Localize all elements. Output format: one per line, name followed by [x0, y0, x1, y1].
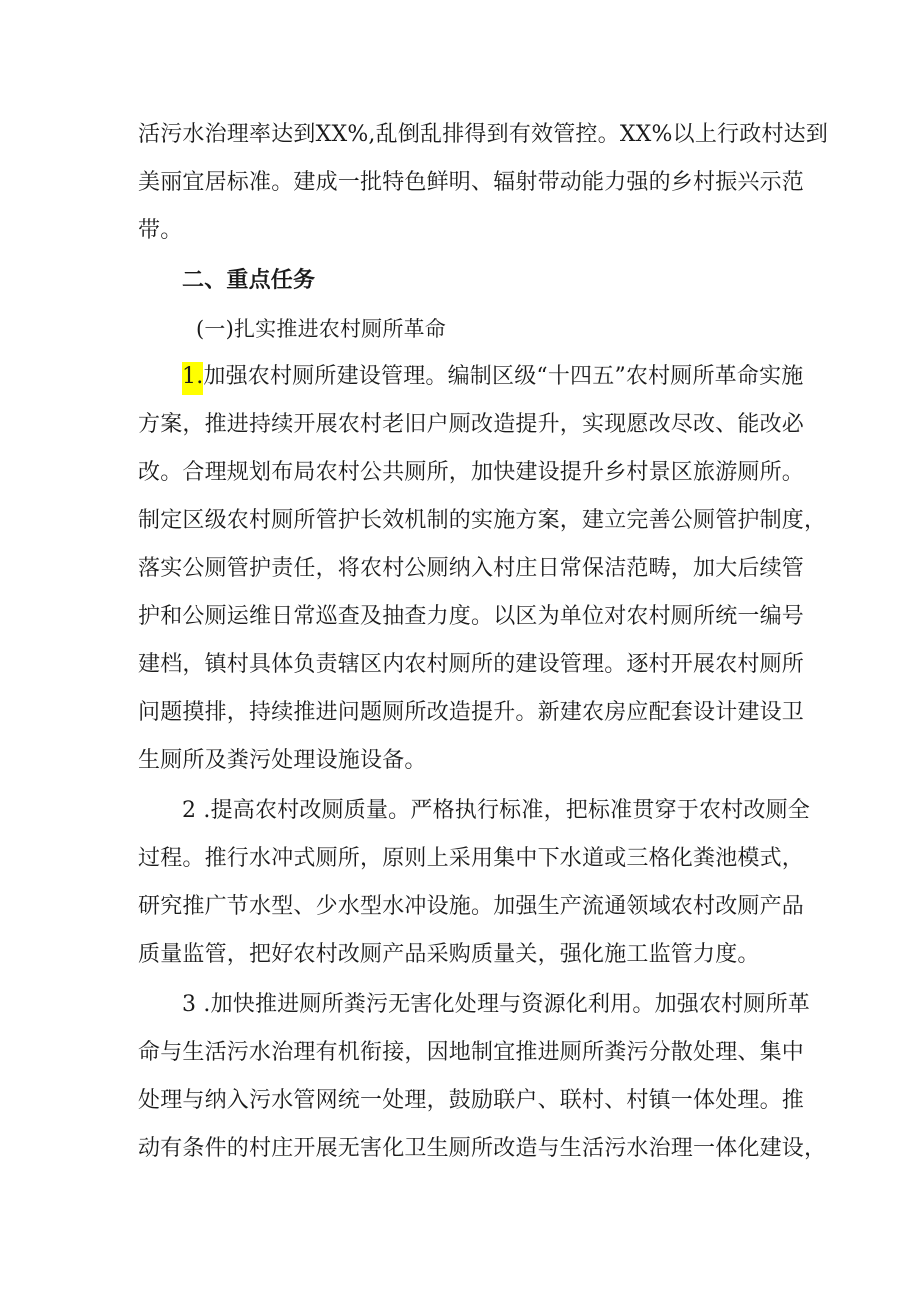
paragraph-line: 制定区级农村厕所管护长效机制的实施方案，建立完善公厕管护制度，	[138, 508, 827, 533]
item-3-first-line: 3 .加快推进厕所粪污无害化处理与资源化利用。加强农村厕所革	[182, 992, 810, 1017]
paragraph-line: 护和公厕运维日常巡查及抽查力度。以区为单位对农村厕所统一编号	[138, 604, 805, 629]
paragraph-line: 活污水治理率达到XX%,乱倒乱排得到有效管控。XX%以上行政村达到	[138, 122, 829, 147]
paragraph-line: 过程。推行水冲式厕所，原则上采用集中下水道或三格化粪池模式，	[138, 846, 805, 871]
paragraph-line: 美丽宜居标准。建成一批特色鲜明、辐射带动能力强的乡村振兴示范	[138, 170, 805, 195]
item-1-first-line	[182, 362, 842, 392]
paragraph-line: 建档，镇村具体负责辖区内农村厕所的建设管理。逐村开展农村厕所	[138, 652, 805, 677]
item-1-text: 加强农村厕所建设管理。编制区级“十四五”农村厕所革命实施	[203, 364, 804, 389]
paragraph-line: 改。合理规划布局农村公共厕所，加快建设提升乡村景区旅游厕所。	[138, 460, 805, 485]
paragraph-line: 问题摸排，持续推进问题厕所改造提升。新建农房应配套设计建设卫	[138, 700, 805, 725]
paragraph-line: 质量监管，把好农村改厕产品采购质量关，强化施工监管力度。	[138, 942, 760, 967]
paragraph-line: 研究推广节水型、少水型水冲设施。加强生产流通领域农村改厕产品	[138, 894, 805, 919]
item-2-first-line: 2 .提高农村改厕质量。严格执行标准，把标准贯穿于农村改厕全	[182, 798, 810, 823]
paragraph-line: 带。	[138, 218, 183, 243]
section-heading: 二、重点任务	[182, 268, 316, 293]
paragraph-line: 处理与纳入污水管网统一处理，鼓励联户、联村、村镇一体处理。推	[138, 1088, 805, 1113]
paragraph-line: 动有条件的村庄开展无害化卫生厕所改造与生活污水治理一体化建设，	[138, 1136, 827, 1161]
paragraph-line: 落实公厕管护责任，将农村公厕纳入村庄日常保洁范畴，加大后续管	[138, 556, 805, 581]
subsection-heading: (一)扎实推进农村厕所革命	[196, 317, 446, 341]
highlighted-item-number: 1.	[182, 362, 203, 395]
paragraph-line: 命与生活污水治理有机衔接，因地制宜推进厕所粪污分散处理、集中	[138, 1040, 805, 1065]
paragraph-line: 生厕所及粪污处理设施设备。	[138, 748, 427, 773]
paragraph-line: 方案，推进持续开展农村老旧户厕改造提升，实现愿改尽改、能改必	[138, 412, 805, 437]
